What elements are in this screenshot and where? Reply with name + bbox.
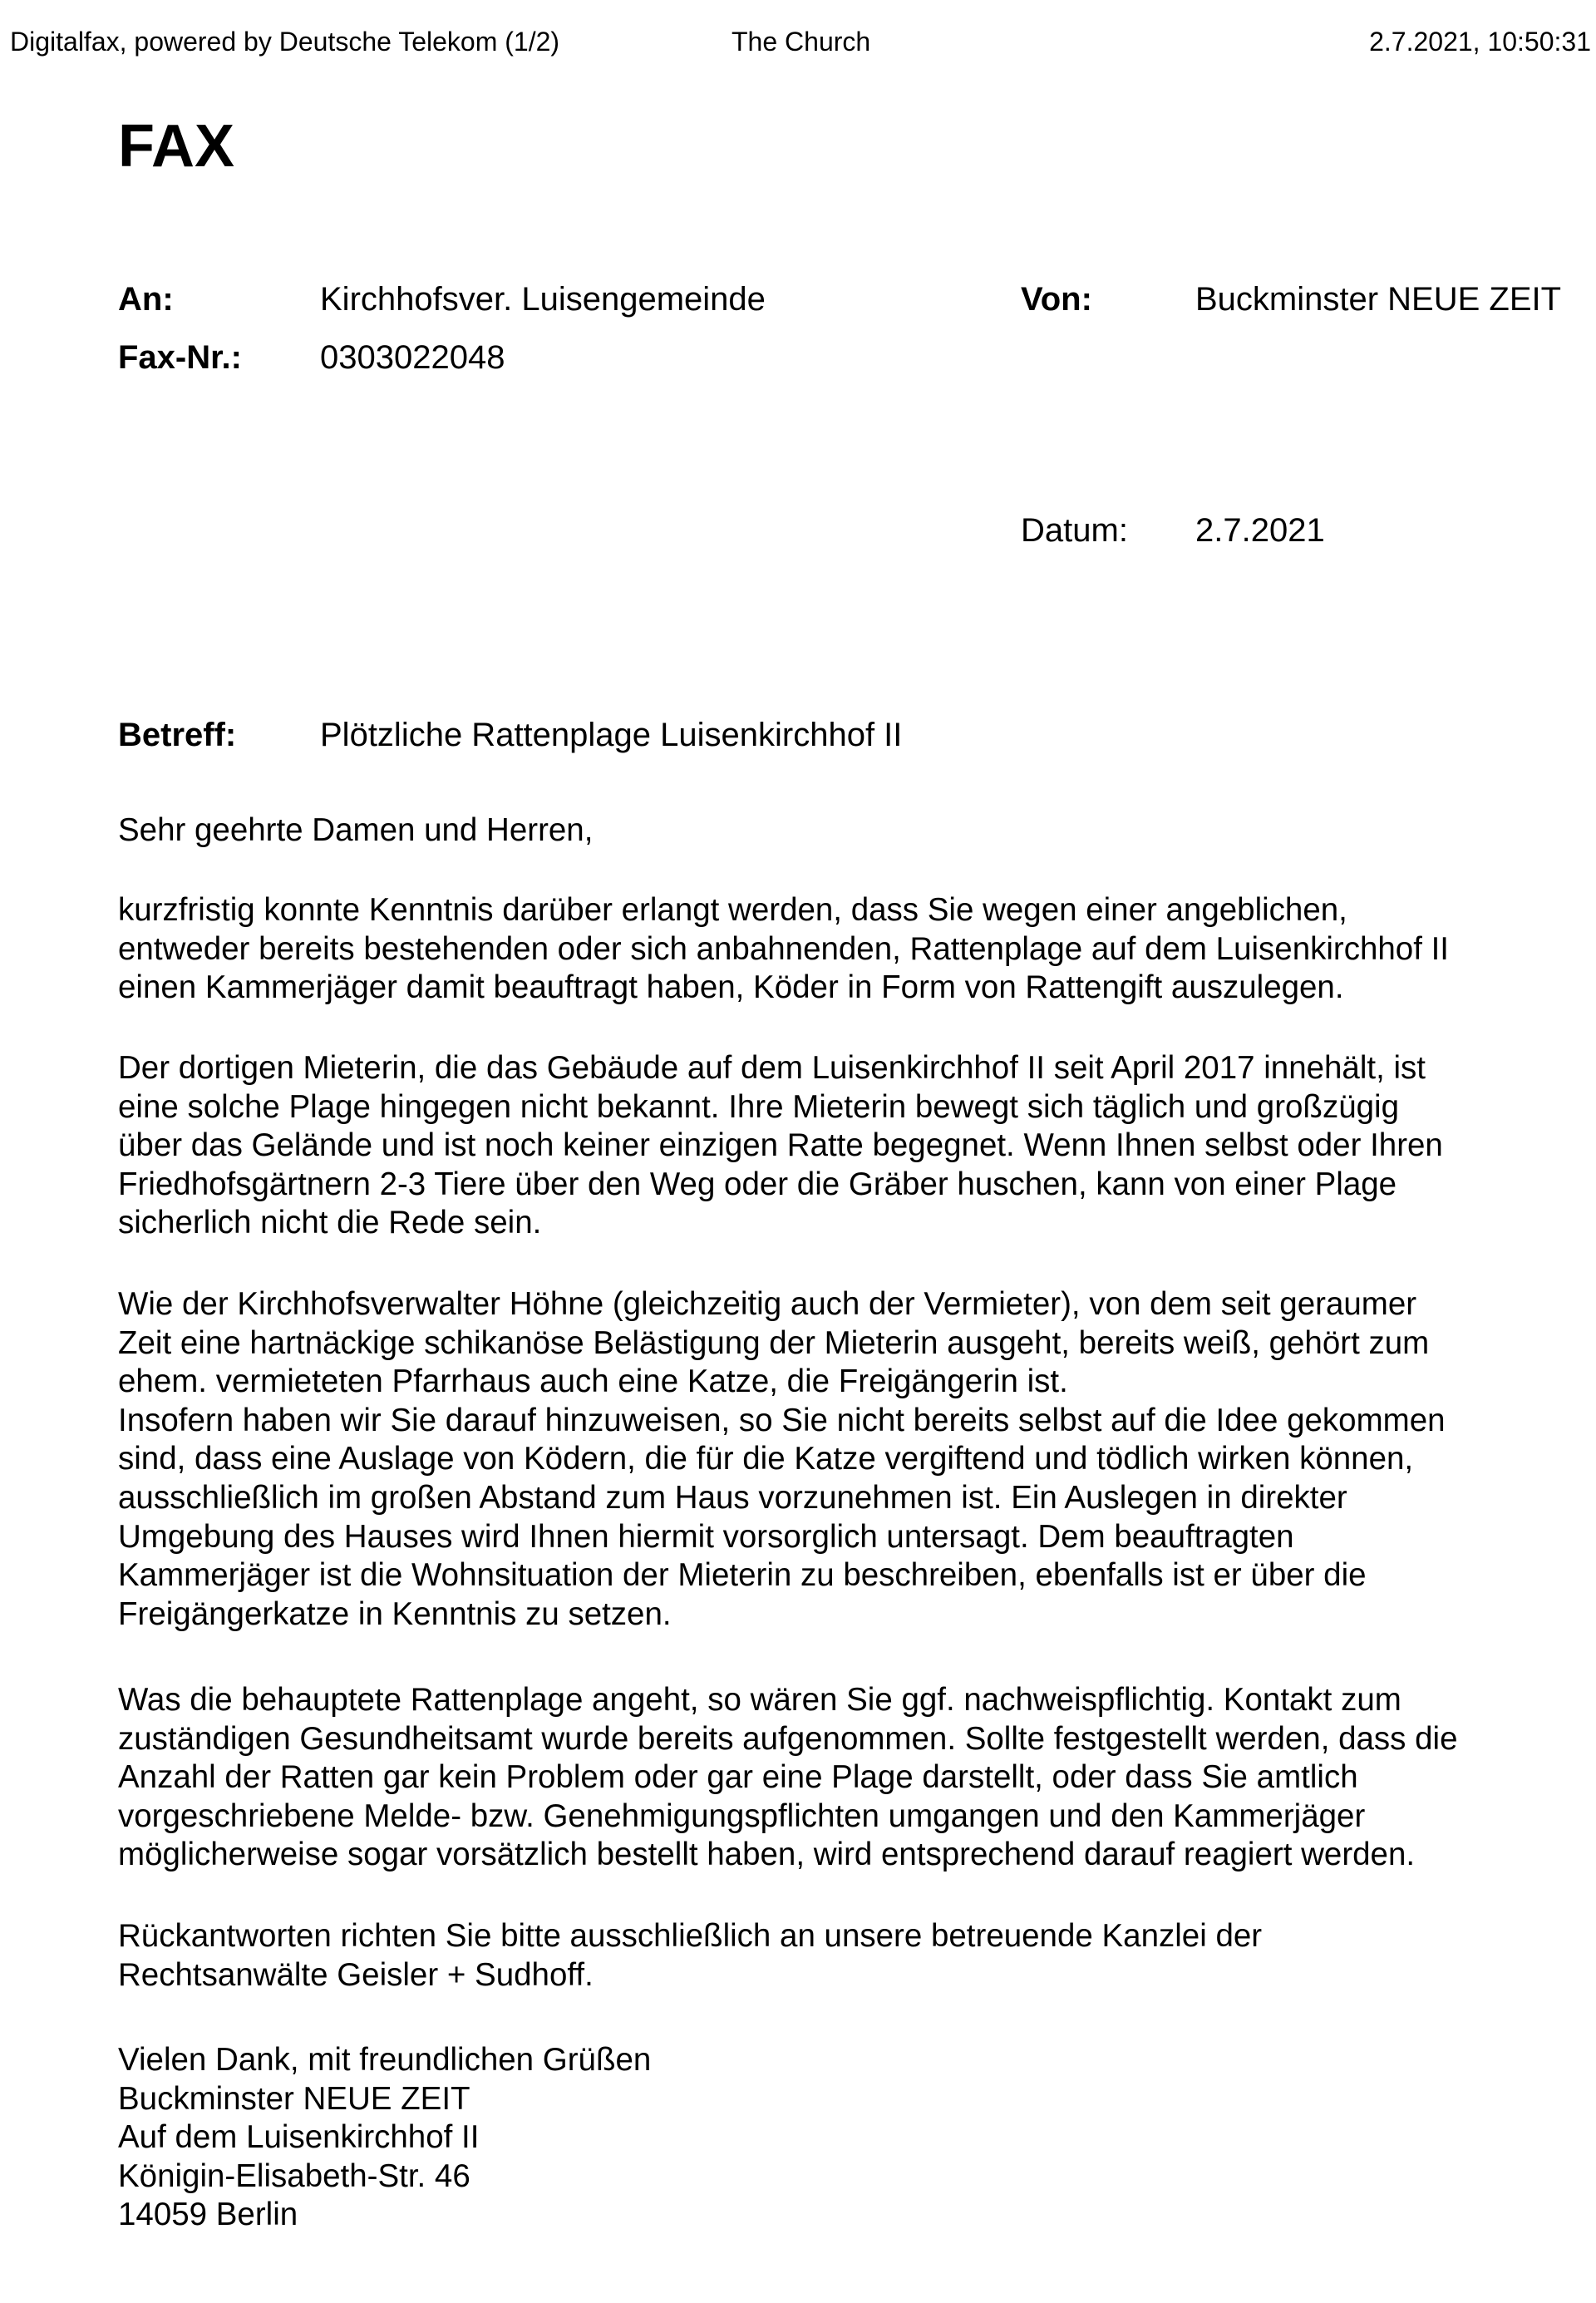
paragraph-line: Rückantworten richten Sie bitte ausschließlich an unsere betreuende Kanzlei der [118, 1918, 1263, 1954]
fax-number-value: 0303022048 [320, 339, 505, 376]
document-title: FAX [118, 113, 235, 180]
date-value: 2.7.2021 [1195, 512, 1325, 549]
paragraph-line: Anzahl der Ratten gar kein Problem oder gar eine Plage darstellt, oder dass Sie amtlich [118, 1759, 1358, 1796]
paragraph-line: vorgeschriebene Melde- bzw. Genehmigungspflichten umgangen und den Kammerjäger [118, 1798, 1366, 1834]
salutation: Sehr geehrte Damen und Herren, [118, 812, 594, 848]
paragraph-line: zuständigen Gesundheitsamt wurde bereits aufgenommen. Sollte festgestellt werden, dass die [118, 1720, 1458, 1757]
to-value: Kirchhofsver. Luisengemeinde [320, 281, 766, 318]
paragraph-line: ausschließlich im großen Abstand zum Haus vorzunehmen ist. Ein Auslegen in direkter [118, 1479, 1347, 1516]
paragraph-line: Der dortigen Mieterin, die das Gebäude auf dem Luisenkirchhof II seit April 2017 innehält, ist [118, 1050, 1426, 1086]
paragraph-line: Insofern haben wir Sie darauf hinzuweisen, so Sie nicht bereits selbst auf die Idee gekommen [118, 1402, 1446, 1438]
paragraph-line: über das Gelände und ist noch keiner einzigen Ratte begegnet. Wenn Ihnen selbst oder Ihren [118, 1127, 1443, 1164]
fax-header-sender-info: Digitalfax, powered by Deutsche Telekom (1/2) [10, 27, 560, 57]
fax-header-station: The Church [732, 27, 871, 57]
paragraph-3 [118, 1285, 1548, 1634]
closing-greeting: Vielen Dank, mit freundlichen Grüßen [118, 2042, 652, 2078]
paragraph-1 [118, 891, 1548, 1008]
paragraph-line: Wie der Kirchhofsverwalter Höhne (gleichzeitig auch der Vermieter), von dem seit geraumer [118, 1286, 1417, 1322]
paragraph-4 [118, 1681, 1548, 1875]
paragraph-line: Rechtsanwälte Geisler + Sudhoff. [118, 1956, 594, 1993]
paragraph-line: Umgebung des Hauses wird Ihnen hiermit vorsorglich untersagt. Dem beauftragten [118, 1518, 1294, 1555]
paragraph-line: entweder bereits bestehenden oder sich anbahnenden, Rattenplage auf dem Luisenkirchhof II [118, 930, 1450, 967]
paragraph-line: sind, dass eine Auslage von Ködern, die für die Katze vergiftend und tödlich wirken können, [118, 1441, 1414, 1477]
paragraph-line: ehem. vermieteten Pfarrhaus auch eine Katze, die Freigängerin ist. [118, 1364, 1068, 1400]
paragraph-line: eine solche Plage hingegen nicht bekannt. Ihre Mieterin bewegt sich täglich und großzügig [118, 1088, 1399, 1125]
from-value: Buckminster NEUE ZEIT [1195, 281, 1562, 318]
paragraph-line: Friedhofsgärtnern 2-3 Tiere über den Weg oder die Gräber huschen, kann von einer Plage [118, 1166, 1397, 1202]
paragraph-line: einen Kammerjäger damit beauftragt haben, Köder in Form von Rattengift auszulegen. [118, 969, 1344, 1006]
paragraph-line: kurzfristig konnte Kenntnis darüber erlangt werden, dass Sie wegen einer angeblichen, [118, 892, 1347, 928]
paragraph-line: möglicherweise sogar vorsätzlich bestellt haben, wird entsprechend darauf reagiert werden. [118, 1837, 1416, 1873]
from-label: Von: [1021, 281, 1092, 318]
paragraph-line: Freigängerkatze in Kenntnis zu setzen. [118, 1595, 672, 1632]
subject-label: Betreff: [118, 717, 237, 753]
closing-address-line: Auf dem Luisenkirchhof II [118, 2119, 480, 2156]
closing-block [118, 2041, 651, 2235]
date-label: Datum: [1021, 512, 1128, 549]
paragraph-line: Was die behauptete Rattenplage angeht, so wären Sie ggf. nachweispflichtig. Kontakt zum [118, 1682, 1401, 1718]
paragraph-5 [118, 1917, 1548, 1995]
closing-street: Königin-Elisabeth-Str. 46 [118, 2158, 470, 2194]
subject-value: Plötzliche Rattenplage Luisenkirchhof II [320, 717, 903, 753]
paragraph-line: sicherlich nicht die Rede sein. [118, 1205, 542, 1241]
paragraph-line: Kammerjäger ist die Wohnsituation der Mieterin zu beschreiben, ebenfalls ist er über die [118, 1557, 1367, 1594]
closing-city: 14059 Berlin [118, 2197, 298, 2233]
fax-number-label: Fax-Nr.: [118, 339, 242, 376]
fax-header-timestamp: 2.7.2021, 10:50:31 [1369, 27, 1591, 57]
paragraph-2 [118, 1049, 1548, 1243]
paragraph-line: Zeit eine hartnäckige schikanöse Belästigung der Mieterin ausgeht, bereits weiß, gehört zum [118, 1324, 1430, 1361]
to-label: An: [118, 281, 174, 318]
closing-sender-name: Buckminster NEUE ZEIT [118, 2080, 470, 2117]
